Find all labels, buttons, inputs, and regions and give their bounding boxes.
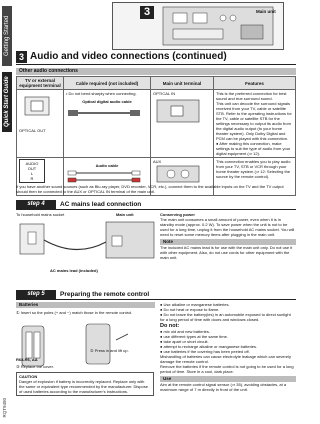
donot-item: Remove the batteries if the remote control is not going to be used for a long period of time. Store in a cool, dark place. xyxy=(160,364,294,374)
ac-lead-label: AC mains lead (included) xyxy=(50,268,98,273)
table-row xyxy=(17,90,296,158)
battery-step2: ② Press in and lift up. xyxy=(90,348,129,353)
donot-item: ● use different types at the same time. xyxy=(160,334,228,339)
page-code: RQT9450 xyxy=(2,398,7,418)
caution-title: CAUTION xyxy=(19,374,38,379)
col-header-terminal: TV or external equipment terminal xyxy=(17,77,64,90)
conserving-power-block xyxy=(160,212,296,260)
audio-out-box xyxy=(19,159,45,183)
step5-header xyxy=(16,290,296,300)
aux-note: If you have another sound sources (such as Blu-ray player, DVD recorder, VCR, etc.), connect them to the available inputs on the TV and the TV output should then be connected to the AUX or OPTICAL IN terminal of the main unit. xyxy=(16,184,284,194)
main-unit-label: Main unit xyxy=(116,212,134,217)
main-terminal-cell xyxy=(151,90,214,158)
terminal-label: OPTICAL OUT xyxy=(19,128,46,133)
feature-text: This connection enables you to play audio from your TV, STB or VCR through your home theater system (⇒ 12: Selecting the source by the remote control). xyxy=(216,159,291,179)
ac-lead-illustration xyxy=(16,218,156,266)
cable-label: Optical digital audio cable xyxy=(82,99,132,104)
connections-table xyxy=(16,76,296,196)
battery-tips xyxy=(160,302,296,392)
step5-badge: step 5 xyxy=(16,290,56,299)
battery-step3: ③ Replace the cover. xyxy=(16,364,54,369)
conserving-power-text: The main unit consumes a small amount of power, even when it is in standby mode (approx. 0.2 W). To save power when the unit is not to be used for a long time, unplug it from the household AC mains socket. You will need to reset some memory items after plugging in the main unit. xyxy=(160,217,295,237)
donot-title: Do not: xyxy=(160,323,180,329)
terminal-l-label: L xyxy=(30,171,34,176)
terminal-cell xyxy=(17,90,64,158)
note-text: The included AC mains lead is for use with the main unit only. Do not use it with other equipment. Also, do not use cords for other equipment with the main unit. xyxy=(160,245,293,260)
main-terminal-label: AUX xyxy=(153,159,162,164)
donot-item: ● use batteries if the covering has been peeled off. xyxy=(160,349,250,354)
tip-item: ● Do not leave the battery(ies) in an automobile exposed to direct sunlight for a long period of time with doors and windows closed. xyxy=(160,312,291,322)
battery-type: R6/LR6, AA xyxy=(16,357,38,362)
cable-cell xyxy=(64,90,151,158)
optical-out-jack-icon xyxy=(19,91,55,127)
caution-text: Danger of explosion if battery is incorrectly replaced. Replace only with the same or equivalent type recommended by the manufacturer. Dispose of used batteries according to the manufacturer's instructions. xyxy=(19,379,148,394)
aux-jack-icon xyxy=(153,164,203,184)
terminal-r-label: R xyxy=(30,176,34,181)
donot-item: Mishandling of batteries can cause electrolyte leakage which can severely damage the remote control. xyxy=(160,354,291,364)
main-terminal-label: OPTICAL IN xyxy=(153,91,176,96)
caution-box xyxy=(16,372,154,396)
feature-text: This is the preferred connection for best sound and true surround sound. xyxy=(216,91,287,101)
col-header-main-terminal: Main unit terminal xyxy=(151,77,214,90)
side-tab-quick-start: Quick Start Guide xyxy=(2,72,12,132)
conserving-power-title: Conserving power xyxy=(160,212,195,217)
ac-lead-diagram xyxy=(16,212,156,276)
cable-label: Audio cable xyxy=(95,163,119,168)
optical-cable-icon xyxy=(66,104,142,122)
to-socket-label: To household mains socket xyxy=(16,212,65,217)
other-audio-connections-bar: Other audio connections xyxy=(16,68,296,75)
donot-item: ● take apart or short circuit. xyxy=(160,339,209,344)
step5-title: Preparing the remote control xyxy=(60,291,150,298)
use-text: Aim at the remote control signal sensor (⇒ 35), avoiding obstacles, at a maximum range of 7 m directly in front of the unit. xyxy=(160,382,287,392)
use-bar: Use xyxy=(160,376,296,382)
section-title: Audio and video connections (continued) xyxy=(30,51,227,62)
side-tab-getting-started: Getting Started xyxy=(2,6,12,66)
cable-note: • Do not bend sharply when connecting. xyxy=(66,91,137,96)
battery-step1: ① Insert so the poles (+ and −) match those in the remote control. xyxy=(16,310,133,315)
table-header-row xyxy=(17,77,296,90)
note-bar: Note xyxy=(160,239,296,245)
col-header-cable: Cable required (not included) xyxy=(64,77,151,90)
terminal-label: AUDIO OUT xyxy=(25,161,39,171)
features-cell xyxy=(214,90,296,158)
donot-item: ● attempt to recharge alkaline or manganese batteries. xyxy=(160,344,258,349)
batteries-bar: Batteries xyxy=(16,302,155,308)
tip-item: ● Use alkaline or manganese batteries. xyxy=(160,302,230,307)
feature-text: This unit can decode the surround signals received from your TV, cable or satellite STB. Refer to the operating instructions for the TV, cable or satellite STB for the settings necessary to output its audio from the digital audio output (to your home theater system). Only Dolby Digital and PCM can be played with this connection. xyxy=(216,101,292,141)
optical-in-jack-icon xyxy=(153,96,203,126)
step4-header xyxy=(16,200,296,210)
main-unit-label-top: Main unit xyxy=(256,9,276,14)
donot-item: ● mix old and new batteries. xyxy=(160,329,210,334)
feature-text: ● After making this connection, make settings to suit the type of audio from your digital equipment (⇒ 12). xyxy=(216,141,291,156)
step4-badge: step 4 xyxy=(16,200,56,209)
figure-number-badge: 3 xyxy=(140,6,154,19)
step4-title: AC mains lead connection xyxy=(60,201,142,208)
tip-item: ● Do not heat or expose to flame. xyxy=(160,307,220,312)
col-header-features: Features xyxy=(214,77,296,90)
section-number: 3 xyxy=(16,51,27,63)
